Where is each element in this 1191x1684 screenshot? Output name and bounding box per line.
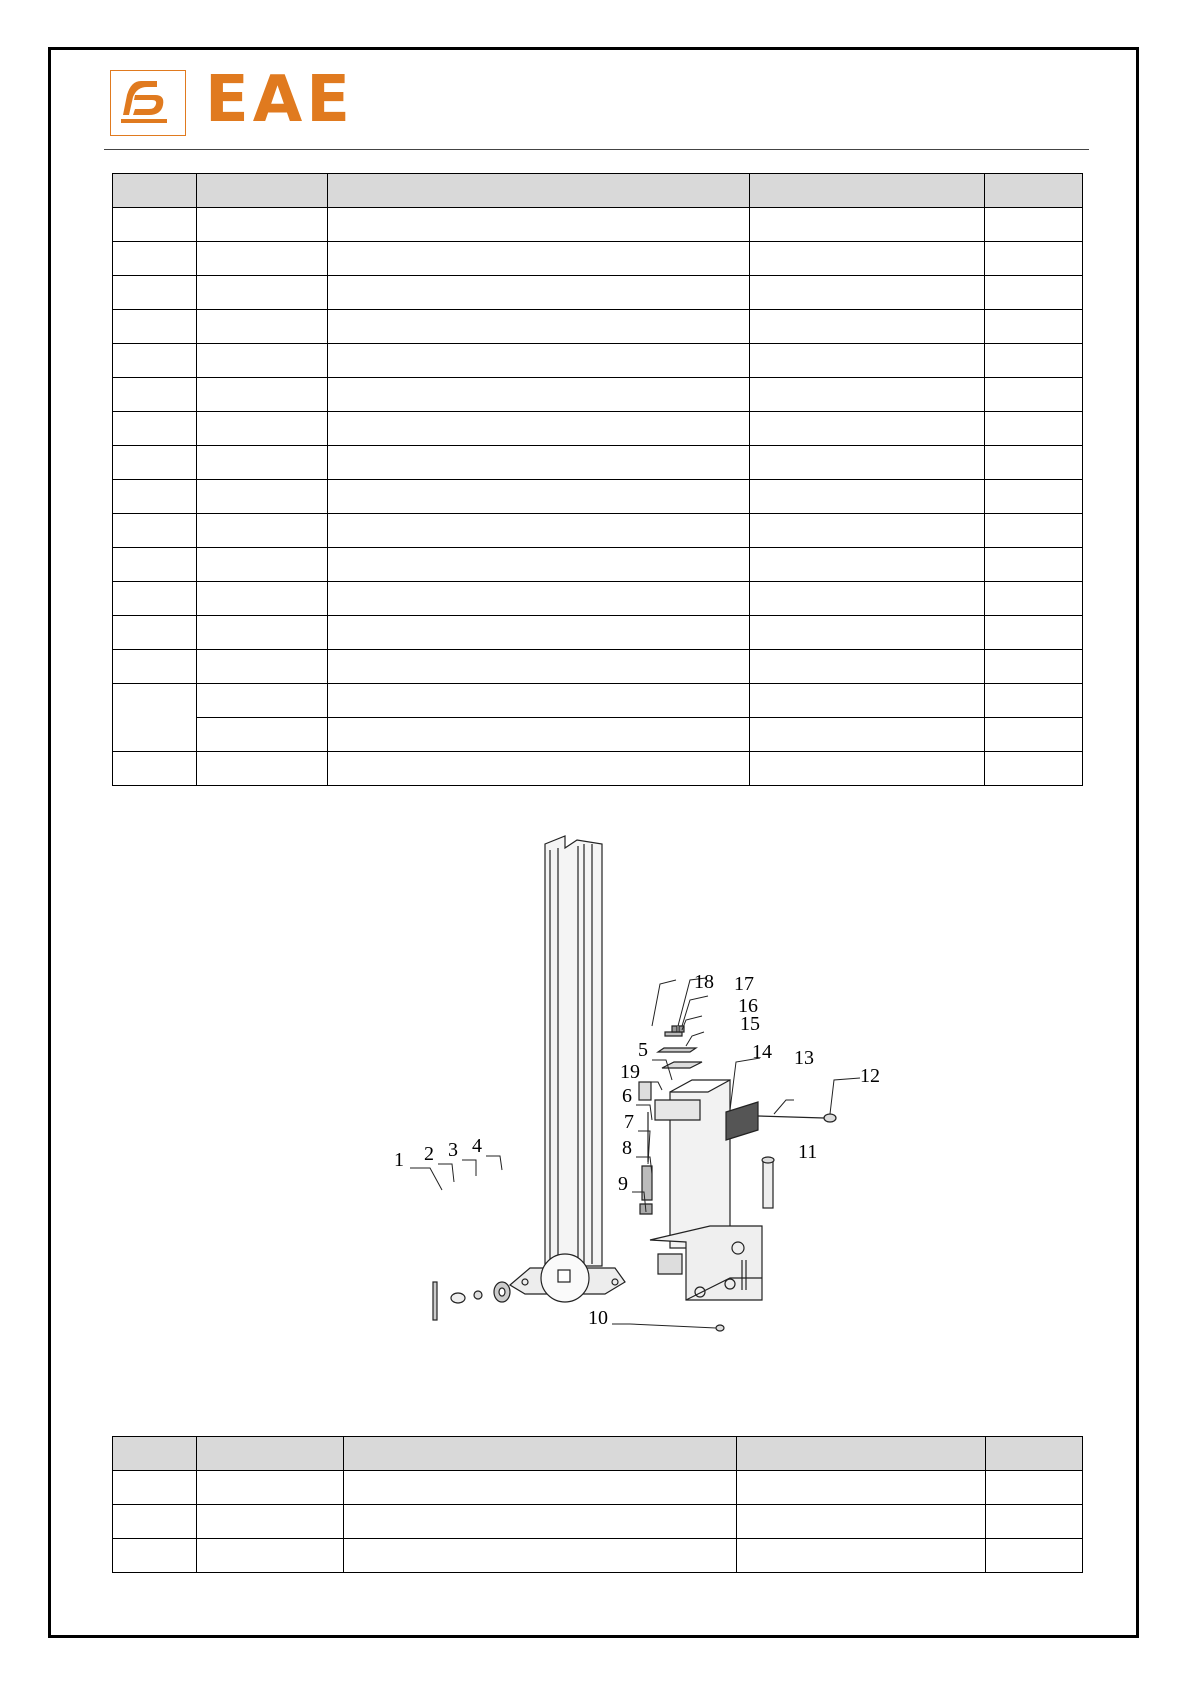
callout-14: 14 — [752, 1041, 772, 1063]
callout-18: 18 — [694, 971, 714, 993]
table-cell — [344, 1539, 737, 1573]
table-header-row — [113, 1437, 1083, 1471]
parts-pulley-group — [433, 1282, 510, 1320]
callout-16: 16 — [738, 995, 758, 1017]
table-cell — [328, 446, 750, 480]
table-cell — [113, 412, 197, 446]
table-row — [113, 582, 1083, 616]
table-cell — [986, 1539, 1083, 1573]
table-cell — [750, 344, 985, 378]
table-cell — [750, 208, 985, 242]
table-cell — [737, 1505, 986, 1539]
table-cell — [750, 718, 985, 752]
table-cell — [985, 616, 1083, 650]
table-cell — [197, 514, 328, 548]
table-row — [113, 208, 1083, 242]
callout-7: 7 — [624, 1111, 634, 1133]
table-cell — [750, 752, 985, 786]
table-cell-merged — [113, 684, 197, 752]
table-cell — [328, 242, 750, 276]
header-divider — [104, 149, 1089, 150]
table-cell — [113, 446, 197, 480]
table-cell — [737, 1539, 986, 1573]
callout-10: 10 — [588, 1307, 608, 1329]
table-cell — [750, 616, 985, 650]
callout-5: 5 — [638, 1039, 648, 1061]
callout-19: 19 — [620, 1061, 640, 1083]
table-row — [113, 276, 1083, 310]
table-cell — [985, 752, 1083, 786]
table-cell — [197, 412, 328, 446]
column-header — [986, 1437, 1083, 1471]
table-cell — [328, 548, 750, 582]
callout-11: 11 — [798, 1141, 818, 1163]
table-cell — [113, 616, 197, 650]
table-row — [113, 752, 1083, 786]
callout-6: 6 — [622, 1085, 632, 1107]
table-cell — [197, 378, 328, 412]
table-cell — [750, 310, 985, 344]
table-cell — [113, 310, 197, 344]
table-cell — [113, 1505, 197, 1539]
table-cell — [985, 446, 1083, 480]
column-header — [750, 174, 985, 208]
table-cell — [986, 1505, 1083, 1539]
callout-13: 13 — [794, 1047, 814, 1069]
table-row — [113, 548, 1083, 582]
table-cell — [985, 480, 1083, 514]
table-cell — [737, 1471, 986, 1505]
table-row — [113, 616, 1083, 650]
table-cell — [328, 650, 750, 684]
table-cell — [113, 378, 197, 412]
callout-4: 4 — [472, 1135, 482, 1157]
table-cell — [197, 616, 328, 650]
table-cell — [328, 276, 750, 310]
table-cell — [197, 548, 328, 582]
table-cell — [750, 276, 985, 310]
column-header — [328, 174, 750, 208]
parts-table-bottom — [112, 1436, 1083, 1573]
callout-3: 3 — [448, 1139, 458, 1161]
table-cell — [985, 242, 1083, 276]
table-row — [113, 514, 1083, 548]
table-cell — [197, 582, 328, 616]
table-cell — [197, 718, 328, 752]
table-cell — [985, 548, 1083, 582]
table-cell — [750, 446, 985, 480]
callout-17: 17 — [734, 973, 754, 995]
callout-1: 1 — [394, 1149, 404, 1171]
table-cell — [328, 684, 750, 718]
table-row — [113, 1471, 1083, 1505]
table-row — [113, 310, 1083, 344]
table-cell — [328, 616, 750, 650]
table-cell — [750, 548, 985, 582]
table-cell — [750, 650, 985, 684]
table-row — [113, 650, 1083, 684]
column-header — [985, 174, 1083, 208]
table-cell — [113, 1471, 197, 1505]
table-row — [113, 378, 1083, 412]
table-row — [113, 412, 1083, 446]
table-cell — [197, 310, 328, 344]
table-row — [113, 684, 1083, 718]
table-cell — [328, 582, 750, 616]
table-cell — [197, 1539, 344, 1573]
table-cell — [750, 514, 985, 548]
column-header — [197, 174, 328, 208]
table-cell — [986, 1471, 1083, 1505]
table-cell — [113, 1539, 197, 1573]
column-header — [113, 1437, 197, 1471]
table-cell — [113, 514, 197, 548]
table-cell — [197, 446, 328, 480]
table-cell — [985, 684, 1083, 718]
brand-logo-icon — [110, 70, 186, 136]
table-cell — [197, 684, 328, 718]
table-cell — [985, 276, 1083, 310]
callout-8: 8 — [622, 1137, 632, 1159]
table-cell — [985, 650, 1083, 684]
table-row — [113, 1505, 1083, 1539]
table-cell — [750, 480, 985, 514]
table-cell — [344, 1505, 737, 1539]
parts-table-top — [112, 173, 1083, 786]
table-cell — [113, 650, 197, 684]
table-cell — [197, 276, 328, 310]
table-cell — [750, 412, 985, 446]
table-cell — [113, 276, 197, 310]
table-cell — [197, 480, 328, 514]
table-cell — [197, 208, 328, 242]
table-cell — [328, 208, 750, 242]
column-header — [737, 1437, 986, 1471]
callout-15: 15 — [740, 1013, 760, 1035]
table-cell — [113, 752, 197, 786]
table-cell — [113, 344, 197, 378]
table-cell — [197, 1505, 344, 1539]
table-row — [113, 446, 1083, 480]
table-cell — [985, 412, 1083, 446]
table-cell — [985, 378, 1083, 412]
table-cell — [750, 378, 985, 412]
table-cell — [750, 242, 985, 276]
table-cell — [750, 582, 985, 616]
table-header-row — [113, 174, 1083, 208]
table-cell — [985, 582, 1083, 616]
callout-9: 9 — [618, 1173, 628, 1195]
table-cell — [113, 480, 197, 514]
column-header — [197, 1437, 344, 1471]
column-header — [113, 174, 197, 208]
table-row — [113, 242, 1083, 276]
table-row — [113, 344, 1083, 378]
table-cell — [197, 650, 328, 684]
table-cell — [328, 344, 750, 378]
table-cell — [113, 548, 197, 582]
table-cell — [328, 718, 750, 752]
table-cell — [985, 718, 1083, 752]
table-cell — [197, 1471, 344, 1505]
column-upright — [510, 836, 625, 1302]
table-cell — [750, 684, 985, 718]
table-cell — [197, 242, 328, 276]
table-cell — [328, 378, 750, 412]
exploded-parts-diagram — [390, 830, 910, 1370]
carriage-assembly — [639, 1026, 836, 1331]
table-cell — [197, 344, 328, 378]
table-row — [113, 718, 1083, 752]
callout-12: 12 — [860, 1065, 880, 1087]
table-cell — [113, 242, 197, 276]
table-row — [113, 480, 1083, 514]
table-cell — [328, 310, 750, 344]
table-cell — [985, 514, 1083, 548]
table-cell — [113, 582, 197, 616]
callout-2: 2 — [424, 1143, 434, 1165]
table-cell — [328, 412, 750, 446]
table-cell — [328, 480, 750, 514]
table-cell — [344, 1471, 737, 1505]
brand-name: EAE — [205, 63, 354, 137]
table-cell — [985, 208, 1083, 242]
column-header — [344, 1437, 737, 1471]
table-cell — [985, 344, 1083, 378]
table-row — [113, 1539, 1083, 1573]
callout-labels — [394, 971, 880, 1329]
table-cell — [113, 208, 197, 242]
table-cell — [197, 752, 328, 786]
table-cell — [328, 514, 750, 548]
table-cell — [328, 752, 750, 786]
table-cell — [985, 310, 1083, 344]
